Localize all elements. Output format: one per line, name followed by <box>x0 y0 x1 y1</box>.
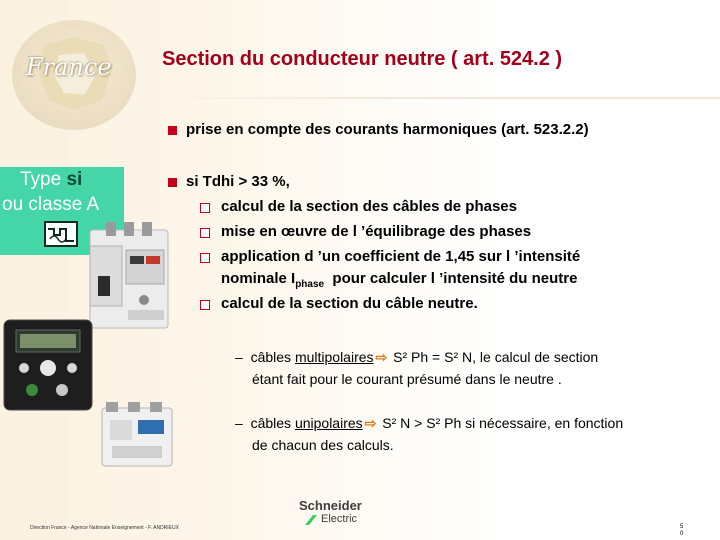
hollow-square-bullet-icon <box>200 253 210 263</box>
brand-mark-icon <box>303 513 319 527</box>
hollow-square-bullet-icon <box>200 203 210 213</box>
logo-text: France <box>26 53 112 81</box>
sub-bullet-phases: calcul de la section des câbles de phases <box>221 198 517 215</box>
waveform-icon <box>44 221 78 247</box>
footer-credit: Direction France - Agence Nationale Enseignement - F. ANDRIEUX <box>30 525 179 531</box>
type-si-label: Type si <box>20 169 83 190</box>
brand-name: Schneider <box>299 498 362 513</box>
france-logo <box>4 15 144 133</box>
page-title: Section du conducteur neutre ( art. 524.2 ) <box>162 48 563 70</box>
sub-bullet-equilibrage: mise en œuvre de l ’équilibrage des phases <box>221 223 532 240</box>
classe-a-label: ou classe A <box>2 194 100 215</box>
sub-bullet-coefficient-line2: nominale $I_{phase}$ pour calculer l ’intensité du neutre <box>221 270 578 290</box>
module-device-image <box>98 400 176 470</box>
sub-bullet-coefficient-line1: application d ’un coefficient de 1,45 sur l ’intensité <box>221 248 581 265</box>
sub-bullet-neutre: calcul de la section du câble neutre. <box>221 295 478 312</box>
note-multipolaires: – câbles multipolaires ⇨ S² Ph = S² N, le calcul de section étant fait pour le courant présumé dans le neutre . <box>235 346 685 390</box>
square-bullet-icon <box>168 126 177 135</box>
hollow-arrow-icon: ⇨ <box>375 349 388 365</box>
square-bullet-icon <box>168 178 177 187</box>
hollow-square-bullet-icon <box>200 300 210 310</box>
schneider-electric-logo <box>299 498 379 530</box>
note-unipolaires: – câbles unipolaires ⇨ S² N > S² Ph si nécessaire, en fonction de chacun des calculs. <box>235 412 705 456</box>
title-underline <box>150 97 720 99</box>
bullet-tdhi: si Tdhi > 33 %, <box>186 173 290 190</box>
page-number: 5 0 <box>680 524 684 537</box>
breaker-device-image <box>82 220 172 330</box>
bullet-harmoniques: prise en compte des courants harmoniques (art. 523.2.2) <box>186 121 589 138</box>
hollow-square-bullet-icon <box>200 228 210 238</box>
relay-device-image <box>2 318 94 413</box>
brand-sub: Electric <box>321 513 358 525</box>
hollow-arrow-icon: ⇨ <box>364 415 377 431</box>
